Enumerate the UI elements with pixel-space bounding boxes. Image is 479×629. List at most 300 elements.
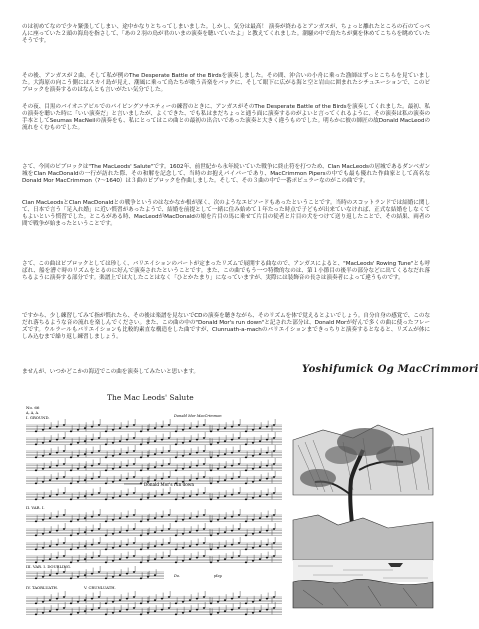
note-head xyxy=(49,599,51,601)
note-head xyxy=(119,495,121,497)
note-head xyxy=(161,609,163,611)
note-head xyxy=(252,442,254,444)
note-head xyxy=(231,557,233,559)
note-head xyxy=(63,424,65,426)
note-head xyxy=(245,483,247,485)
note-head xyxy=(231,598,233,600)
note-head xyxy=(175,444,177,446)
note-head xyxy=(133,542,135,544)
note-head xyxy=(56,439,58,441)
note-head xyxy=(196,439,198,441)
note-head xyxy=(91,609,93,611)
note-head xyxy=(119,517,121,519)
note-head xyxy=(266,557,268,559)
note-head xyxy=(203,437,205,439)
note-head xyxy=(119,479,121,481)
play-label: play. xyxy=(214,574,223,578)
note-head xyxy=(245,457,247,459)
note-head xyxy=(133,450,135,452)
note-head xyxy=(273,542,275,544)
note-head xyxy=(231,530,233,532)
note-head xyxy=(203,492,205,494)
note-head xyxy=(252,533,254,535)
note-head xyxy=(56,598,58,600)
note-head xyxy=(175,549,177,551)
note-head xyxy=(196,516,198,518)
note-head xyxy=(245,521,247,523)
note-head xyxy=(105,499,107,501)
note-head xyxy=(161,557,163,559)
note-head xyxy=(126,573,128,575)
note-head xyxy=(56,544,58,546)
note-head xyxy=(259,517,261,519)
note-head xyxy=(182,533,184,535)
note-head xyxy=(217,497,219,499)
note-head xyxy=(77,455,79,457)
note-head xyxy=(203,555,205,557)
article-paragraph-3: その夜、目黒のバイオニアビルでのパイピングソサエティーの練習のときに、アンガスがそのThe Desperate Battle of the Birdsを演奏してくれました。最初、私の演奏を聴いた時に「いい演奏だ」と言いましたが、よくできた、でも私はまだちょっと通う面に演奏するのがよいと言ってくれるように、その演奏は私の演奏の手本としてSeumas MacNeilの演奏をも、私にとってはこの曲との最初の出合いであった演奏と大きく違うものでした。明らかに彼の師匠の故Donald MacLeodの流れをくむものでした。 xyxy=(22,104,430,132)
note-head xyxy=(77,519,79,521)
note-head xyxy=(112,612,114,614)
note-head xyxy=(196,494,198,496)
note-head xyxy=(133,437,135,439)
note-head xyxy=(154,479,156,481)
note-head xyxy=(224,466,226,468)
note-head xyxy=(119,610,121,612)
note-head xyxy=(119,453,121,455)
note-head xyxy=(238,607,240,609)
note-head xyxy=(35,578,37,580)
note-head xyxy=(70,535,72,537)
note-head xyxy=(259,558,261,560)
note-head xyxy=(63,571,65,573)
note-head xyxy=(224,517,226,519)
staff-group-taorluath xyxy=(26,591,282,615)
note-head xyxy=(35,444,37,446)
note-head xyxy=(161,530,163,532)
note-head xyxy=(182,560,184,562)
note-head xyxy=(105,549,107,551)
note-head xyxy=(252,601,254,603)
note-head xyxy=(161,598,163,600)
note-head xyxy=(203,476,205,478)
note-head xyxy=(140,499,142,501)
note-head xyxy=(70,549,72,551)
note-head xyxy=(161,494,163,496)
doubling-label: Do. xyxy=(174,574,181,578)
note-head xyxy=(56,516,58,518)
note-head xyxy=(105,457,107,459)
note-head xyxy=(105,535,107,537)
note-head xyxy=(252,519,254,521)
note-head xyxy=(42,481,44,483)
score-title: The Mac Leods' Salute xyxy=(107,393,194,402)
note-head xyxy=(182,442,184,444)
note-head xyxy=(245,562,247,564)
note-head xyxy=(112,497,114,499)
note-head xyxy=(161,452,163,454)
note-head xyxy=(182,601,184,603)
note-head xyxy=(70,521,72,523)
note-head xyxy=(35,535,37,537)
note-head xyxy=(203,607,205,609)
note-head xyxy=(266,452,268,454)
note-head xyxy=(70,457,72,459)
note-head xyxy=(245,535,247,537)
article-paragraph-7: ですから、少し練習してみて指が慣れたら、その後は楽譜を見ないでCDの演奏を聴きながら、そのリズムを体で覚えるとよいでしょう。自分自身の感覚で、このなだれ落ちるような音の流れを楽しんでください。また、この曲の中の"Donald Mor's run down"と記された部分は、Donald Morが好んで多くの曲に使ったフレーズです。ウルラールもバリエイションも比較的素直な構造をした曲ですが、Clunruath-a-machのバリエイションまできっちりと演奏するとなると、リズムが体にしみ込むまで繰り返し練習しましょう。 xyxy=(22,313,430,341)
note-head xyxy=(63,596,65,598)
note-head xyxy=(266,439,268,441)
note-head xyxy=(273,450,275,452)
note-head xyxy=(133,492,135,494)
note-head xyxy=(91,516,93,518)
note-head xyxy=(35,431,37,433)
note-head xyxy=(112,519,114,521)
note-head xyxy=(63,437,65,439)
note-head xyxy=(91,426,93,428)
note-head xyxy=(126,516,128,518)
note-head xyxy=(42,533,44,535)
note-head xyxy=(175,535,177,537)
article-paragraph-2: その後、アンガスが２曲、そして私が例のThe Desperate Battle of the Birdsを演奏しました。その間、沖合いの小舟に乗った漁師はずっとこちらを見ていました。大海原の向こう側にはスカイ島が見え、潮風に乗って鳥たちが歌う音楽をバックに、そして眼下に広がる海と空と岩山に囲まれたシチュエーションで、このピブロックを演奏するのはなんとも言いがたい気分でした。 xyxy=(22,73,430,94)
note-head xyxy=(182,497,184,499)
note-head xyxy=(91,452,93,454)
note-head xyxy=(77,601,79,603)
note-head xyxy=(49,427,51,429)
note-head xyxy=(140,431,142,433)
note-head xyxy=(112,429,114,431)
note-head xyxy=(217,533,219,535)
note-head xyxy=(189,558,191,560)
note-head xyxy=(77,468,79,470)
note-head xyxy=(35,603,37,605)
note-head xyxy=(175,521,177,523)
note-head xyxy=(63,542,65,544)
note-head xyxy=(252,560,254,562)
note-head xyxy=(119,558,121,560)
note-head xyxy=(217,612,219,614)
note-head xyxy=(252,612,254,614)
note-head xyxy=(140,470,142,472)
note-head xyxy=(245,549,247,551)
note-head xyxy=(217,442,219,444)
note-head xyxy=(91,465,93,467)
note-head xyxy=(168,542,170,544)
note-head xyxy=(231,544,233,546)
note-head xyxy=(133,596,135,598)
note-head xyxy=(231,478,233,480)
note-head xyxy=(259,610,261,612)
note-head xyxy=(42,442,44,444)
note-head xyxy=(119,466,121,468)
note-head xyxy=(42,560,44,562)
note-head xyxy=(112,481,114,483)
note-head xyxy=(175,457,177,459)
note-head xyxy=(49,453,51,455)
note-head xyxy=(245,470,247,472)
note-head xyxy=(168,596,170,598)
note-head xyxy=(98,492,100,494)
note-head xyxy=(168,528,170,530)
note-head xyxy=(140,562,142,564)
note-head xyxy=(105,470,107,472)
note-head xyxy=(154,427,156,429)
note-head xyxy=(196,609,198,611)
note-head xyxy=(98,571,100,573)
note-head xyxy=(252,468,254,470)
note-head xyxy=(273,492,275,494)
note-head xyxy=(133,514,135,516)
note-head xyxy=(112,560,114,562)
note-head xyxy=(56,494,58,496)
note-head xyxy=(42,576,44,578)
note-head xyxy=(126,598,128,600)
score-number: No. 66 xyxy=(26,405,40,410)
note-head xyxy=(98,463,100,465)
note-head xyxy=(70,499,72,501)
note-head xyxy=(105,562,107,564)
note-head xyxy=(133,555,135,557)
note-head xyxy=(189,427,191,429)
note-head xyxy=(245,614,247,616)
note-head xyxy=(189,453,191,455)
note-head xyxy=(56,465,58,467)
note-head xyxy=(56,426,58,428)
staff-group-variation xyxy=(26,509,282,563)
note-head xyxy=(245,431,247,433)
note-head xyxy=(70,614,72,616)
article-paragraph-4: さて、今回のピブロックは"The MacLeods' Salute"です。1602年、前世紀から永年続いていた戦争に終止符を打つため、Clan MacLeodsの居城であるダンベガン城をClan MacDonaldの一行が訪れた際、その和解を記念して、当時のお抱えパイパーであり、MacCrimmon Pipersの中でも最も優れた作曲家として高名なDonald Mor MacCrimmon（?〜1640）は３曲のピブロックを作曲しました。そして、その３曲の中で一番ポピュラーなのがこの曲です。 xyxy=(22,164,430,185)
note-head xyxy=(49,610,51,612)
note-head xyxy=(203,528,205,530)
note-head xyxy=(238,514,240,516)
note-head xyxy=(91,544,93,546)
author-byline: Yoshifumick Og MacCrimmori xyxy=(302,364,479,375)
note-head xyxy=(259,466,261,468)
note-head xyxy=(98,528,100,530)
note-head xyxy=(266,516,268,518)
note-head xyxy=(196,465,198,467)
note-head xyxy=(161,516,163,518)
note-head xyxy=(259,427,261,429)
note-head xyxy=(70,444,72,446)
note-head xyxy=(224,453,226,455)
note-head xyxy=(189,466,191,468)
note-head xyxy=(91,557,93,559)
note-head xyxy=(35,549,37,551)
note-head xyxy=(238,596,240,598)
note-head xyxy=(266,478,268,480)
note-head xyxy=(273,463,275,465)
note-head xyxy=(217,560,219,562)
note-head xyxy=(112,601,114,603)
note-head xyxy=(112,533,114,535)
note-head xyxy=(238,542,240,544)
note-head xyxy=(154,531,156,533)
note-head xyxy=(217,519,219,521)
note-head xyxy=(91,530,93,532)
note-head xyxy=(119,599,121,601)
note-head xyxy=(203,424,205,426)
note-head xyxy=(63,555,65,557)
note-head xyxy=(238,492,240,494)
note-head xyxy=(168,437,170,439)
note-head xyxy=(77,481,79,483)
note-head xyxy=(231,426,233,428)
note-head xyxy=(238,450,240,452)
note-head xyxy=(119,440,121,442)
sheet-music-score xyxy=(24,405,286,617)
note-head xyxy=(217,547,219,549)
note-head xyxy=(224,531,226,533)
note-head xyxy=(105,603,107,605)
note-head xyxy=(98,596,100,598)
note-head xyxy=(168,607,170,609)
note-head xyxy=(154,517,156,519)
note-head xyxy=(203,514,205,516)
note-head xyxy=(112,547,114,549)
note-head xyxy=(133,476,135,478)
note-head xyxy=(189,479,191,481)
note-head xyxy=(238,463,240,465)
note-head xyxy=(252,481,254,483)
note-head xyxy=(35,614,37,616)
note-head xyxy=(196,598,198,600)
score-annotation-composer: Donald Mor MacCrimmon xyxy=(174,414,222,418)
note-head xyxy=(259,479,261,481)
note-head xyxy=(63,476,65,478)
staff-group-ground xyxy=(26,419,282,500)
note-head xyxy=(77,576,79,578)
note-head xyxy=(105,614,107,616)
note-head xyxy=(182,468,184,470)
note-head xyxy=(189,517,191,519)
note-head xyxy=(154,599,156,601)
note-head xyxy=(42,455,44,457)
note-head xyxy=(161,426,163,428)
section-label-crunluath: V. CRUNLUATH. xyxy=(84,585,116,590)
note-head xyxy=(49,495,51,497)
note-head xyxy=(98,450,100,452)
note-head xyxy=(245,603,247,605)
note-head xyxy=(42,497,44,499)
note-head xyxy=(266,426,268,428)
note-head xyxy=(91,598,93,600)
note-head xyxy=(77,560,79,562)
note-head xyxy=(266,465,268,467)
note-head xyxy=(140,614,142,616)
note-head xyxy=(203,463,205,465)
note-head xyxy=(266,609,268,611)
note-head xyxy=(119,545,121,547)
note-head xyxy=(126,439,128,441)
note-head xyxy=(203,542,205,544)
note-head xyxy=(140,578,142,580)
note-head xyxy=(203,450,205,452)
note-head xyxy=(42,468,44,470)
article-paragraph-5: Clan MacLeodsとClan MacDonaldとの戦争というのはなかなか根が深く、次のようなエピソードもあったということです。当時のスコットランドでは結婚に関して、日本で言う「足入れ婚」に近い慣習があったようで、結婚を前提として一緒に住み始めて１年たった時点で子どもが出来ていなければ、正式な結婚をしなくてもよいという慣習でした。ところがある時、MacLeodがMacDonaldの娘を片目の馬に乗せて片目の従者と片目の犬をつけて送り返したことで、その結果、両者の間で戦争が始まったということです。 xyxy=(22,200,430,228)
note-head xyxy=(273,596,275,598)
note-head xyxy=(98,424,100,426)
note-head xyxy=(161,478,163,480)
note-head xyxy=(49,545,51,547)
note-head xyxy=(35,457,37,459)
note-head xyxy=(112,468,114,470)
note-head xyxy=(77,547,79,549)
note-head xyxy=(175,431,177,433)
note-head xyxy=(42,612,44,614)
note-head xyxy=(126,426,128,428)
note-head xyxy=(63,450,65,452)
note-head xyxy=(105,483,107,485)
note-head xyxy=(133,463,135,465)
article-paragraph-8: ませんが、いつかどこかの海辺でこの曲を演奏してみたいと思います。 xyxy=(22,369,199,375)
note-head xyxy=(182,612,184,614)
note-head xyxy=(140,549,142,551)
note-head xyxy=(126,478,128,480)
note-head xyxy=(98,476,100,478)
note-head xyxy=(252,497,254,499)
note-head xyxy=(259,440,261,442)
note-head xyxy=(77,612,79,614)
note-head xyxy=(126,452,128,454)
note-head xyxy=(231,452,233,454)
note-head xyxy=(154,495,156,497)
note-head xyxy=(154,466,156,468)
note-head xyxy=(154,545,156,547)
note-head xyxy=(70,483,72,485)
note-head xyxy=(231,609,233,611)
note-head xyxy=(175,603,177,605)
note-head xyxy=(266,544,268,546)
note-head xyxy=(273,528,275,530)
note-head xyxy=(63,607,65,609)
note-head xyxy=(189,440,191,442)
note-head xyxy=(133,424,135,426)
note-head xyxy=(252,429,254,431)
note-head xyxy=(126,609,128,611)
note-head xyxy=(70,578,72,580)
note-head xyxy=(231,494,233,496)
note-head xyxy=(182,455,184,457)
note-head xyxy=(224,545,226,547)
note-head xyxy=(98,555,100,557)
section-label-taorluath: IV. TAORLUATH. xyxy=(26,585,59,590)
note-head xyxy=(112,442,114,444)
note-head xyxy=(175,614,177,616)
note-head xyxy=(140,457,142,459)
note-head xyxy=(231,465,233,467)
note-head xyxy=(196,426,198,428)
note-head xyxy=(224,558,226,560)
note-head xyxy=(140,535,142,537)
note-head xyxy=(133,607,135,609)
note-head xyxy=(56,530,58,532)
note-head xyxy=(49,558,51,560)
note-head xyxy=(126,494,128,496)
note-head xyxy=(168,476,170,478)
note-head xyxy=(168,424,170,426)
note-head xyxy=(224,479,226,481)
note-head xyxy=(196,544,198,546)
note-head xyxy=(77,429,79,431)
sea xyxy=(293,560,433,582)
note-head xyxy=(49,517,51,519)
score-meta: A, A, A. xyxy=(26,411,40,415)
note-head xyxy=(217,429,219,431)
note-head xyxy=(105,521,107,523)
note-head xyxy=(189,599,191,601)
